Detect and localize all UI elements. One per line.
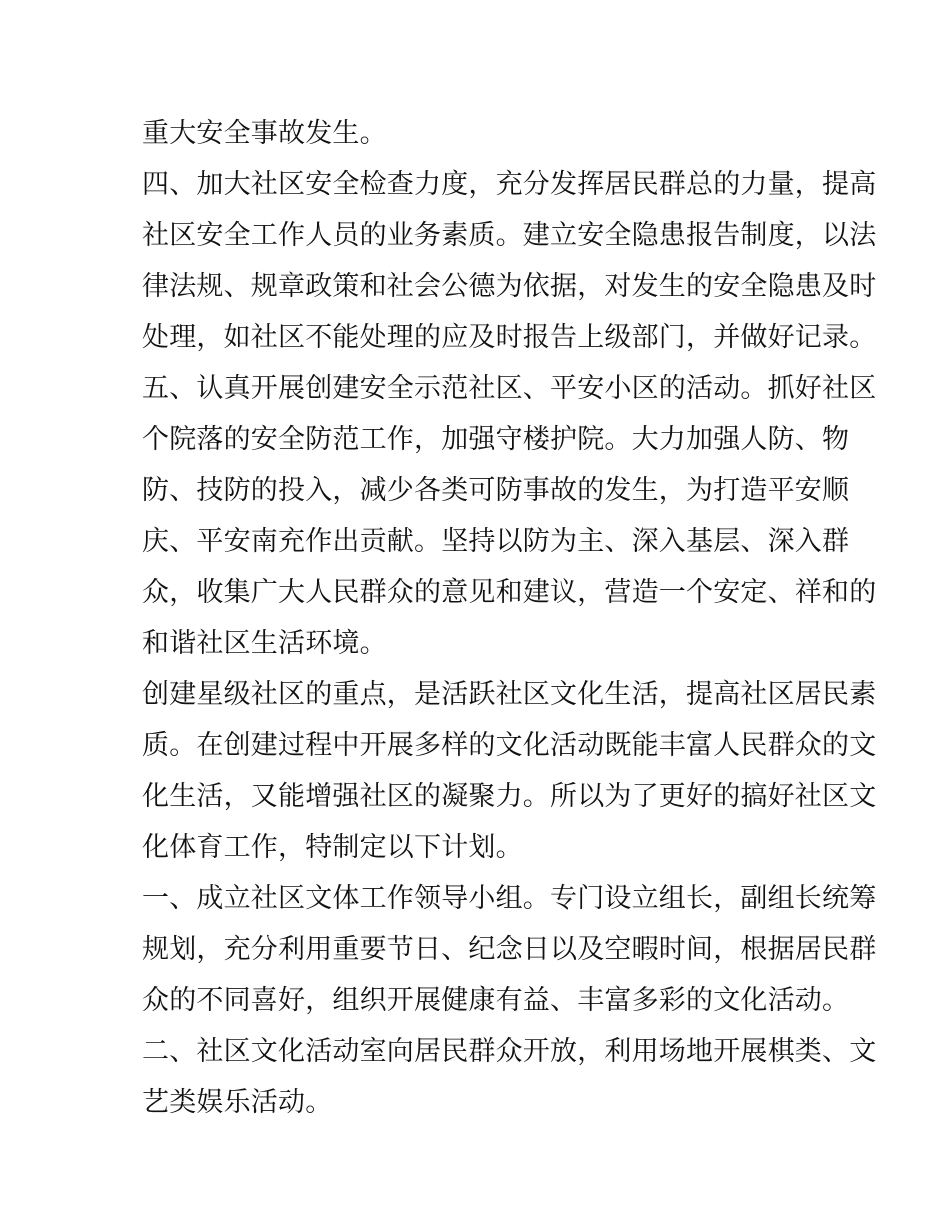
- text-line: 重大安全事故发生。: [142, 118, 387, 149]
- text-line: 防、技防的投入，减少各类可防事故的发生，为打造平安顺: [142, 475, 850, 506]
- document-body: [142, 108, 877, 1128]
- text-line: 质。在创建过程中开展多样的文化活动既能丰富人民群众的文: [142, 730, 877, 761]
- text-line: 五、认真开展创建安全示范社区、平安小区的活动。抓好社区: [142, 373, 877, 404]
- text-line: 四、加大社区安全检查力度，充分发挥居民群总的力量，提高: [142, 169, 877, 200]
- text-line: 处理，如社区不能处理的应及时报告上级部门，并做好记录。: [142, 322, 877, 353]
- text-line: 律法规、规章政策和社会公德为依据，对发生的安全隐患及时: [142, 271, 877, 302]
- text-line: 社区安全工作人员的业务素质。建立安全隐患报告制度，以法: [142, 220, 877, 251]
- text-line: 艺类娱乐活动。: [142, 1087, 333, 1118]
- text-line: 一、成立社区文体工作领导小组。专门设立组长，副组长统筹: [142, 883, 877, 914]
- text-line: 二、社区文化活动室向居民群众开放，利用场地开展棋类、文: [142, 1036, 877, 1067]
- text-line: 个院落的安全防范工作，加强守楼护院。大力加强人防、物: [142, 424, 850, 455]
- text-line: 庆、平安南充作出贡献。坚持以防为主、深入基层、深入群: [142, 526, 850, 557]
- text-line: 众，收集广大人民群众的意见和建议，营造一个安定、祥和的: [142, 577, 877, 608]
- text-line: 化生活，又能增强社区的凝聚力。所以为了更好的搞好社区文: [142, 781, 877, 812]
- text-line: 众的不同喜好，组织开展健康有益、丰富多彩的文化活动。: [142, 985, 850, 1016]
- text-line: 化体育工作，特制定以下计划。: [142, 832, 523, 863]
- text-line: 和谐社区生活环境。: [142, 628, 387, 659]
- text-line: 规划，充分利用重要节日、纪念日以及空暇时间，根据居民群: [142, 934, 877, 965]
- text-line: 创建星级社区的重点，是活跃社区文化生活，提高社区居民素: [142, 679, 877, 710]
